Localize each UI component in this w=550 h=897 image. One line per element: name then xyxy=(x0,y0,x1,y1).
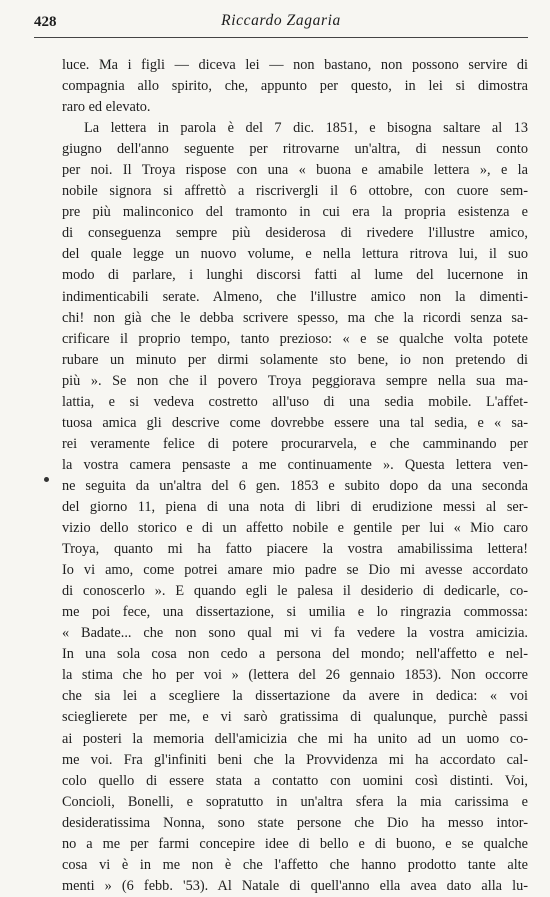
running-title: Riccardo Zagaria xyxy=(221,12,341,29)
text-line: raro ed elevato. xyxy=(62,99,151,116)
text-line: « Badate... che non sono qual mi vi fa vedere la vostra amicizia. xyxy=(62,625,528,642)
text-line: cosa vi è in me non è che l'affetto che hanno prodotto tante alte xyxy=(62,856,528,873)
text-line: compagnia allo spirito, che, appunto per questo, in lei si dimostra xyxy=(62,78,528,95)
text-line: rei veramente felice di potere procurarvela, e che camminando per xyxy=(62,435,528,452)
page-number: 428 xyxy=(34,14,57,30)
text-line: modo di parlare, i lunghi discorsi fatti al lume del lucernone in xyxy=(62,267,528,284)
text-line: menti » (6 febb. '53). Al Natale di quell'anno ella avea dato alla lu- xyxy=(62,877,528,894)
text-line: pre più malinconico del tramonto in cui era la propria esistenza e xyxy=(62,204,528,221)
text-line: no a me per farmi concepire idee di bello e di buono, e se qualche xyxy=(62,835,528,852)
text-line: per noi. Il Troya rispose con una « buona e amabile lettera », e la xyxy=(62,162,528,179)
text-line: chi! non già che le debba scrivere spesso, ma che la ricordi senza sa- xyxy=(62,309,528,326)
text-line: me voi. Fra gl'infiniti beni che la Provvidenza mi ha accordato cal- xyxy=(62,751,528,768)
margin-dot-mark xyxy=(44,477,49,482)
text-line: vizio dello storico e di un affetto nobile e gentile per lui « Mio caro xyxy=(62,520,528,537)
text-line: La lettera in parola è del 7 dic. 1851, e bisogna saltare al 13 xyxy=(84,120,528,137)
text-line: più ». Se non che il povero Troya peggiorava sempre nella sua ma- xyxy=(62,372,528,389)
text-line: giugno dell'anno seguente per ritrovarne un'altra, di nessun conto xyxy=(62,141,528,158)
text-line: colo quello di essere stata a contatto con uomini così distinti. Voi, xyxy=(62,772,528,789)
text-line: Troya, quanto mi ha fatto piacere la vostra amabilissima lettera! xyxy=(62,541,528,558)
text-line: tuosa amica gli descrive come dovrebbe essere una tal sedia, e « sa- xyxy=(62,414,528,431)
text-line: desideratissima Nonna, sono state persone che Dio ha messo intor- xyxy=(62,814,528,831)
body-text xyxy=(62,55,528,897)
text-line: la vostra camera pensaste a me continuamente ». Questa lettera ven- xyxy=(62,456,528,473)
header-rule xyxy=(34,37,528,38)
text-line: nobile signora si affrettò a riscrivergli il 6 ottobre, con cuore sem- xyxy=(62,183,528,200)
text-line: lattia, e si vedeva costretto all'uso di una sedia mobile. L'affet- xyxy=(62,393,528,410)
text-line: rubare un minuto per dirmi solamente sto bene, io non pretendo di xyxy=(62,351,528,368)
text-line: ne seguita da un'altra del 6 gen. 1853 e subito dopo da una seconda xyxy=(62,477,528,494)
text-line: Concioli, Bonelli, e sopratutto in un'altra sfera la mia carissima e xyxy=(62,793,528,810)
text-line: ai posteri la memoria dell'amicizia che mi ha unito ad un uomo co- xyxy=(62,730,528,747)
text-line: che sia lei a scegliere la dissertazione da avere in dedica: « voi xyxy=(62,688,528,705)
text-line: del giorno 11, piena di una nota di libri di erudizione messi al ser- xyxy=(62,498,528,515)
text-line: me poi fece, una dissertazione, si umilia e lo ringrazia commossa: xyxy=(62,604,528,621)
text-line: In una sola cosa non cedo a persona del mondo; nell'affetto e nel- xyxy=(62,646,528,663)
text-line: scieglierete per me, e vi sarò gratissima di qualunque, purchè passi xyxy=(62,709,528,726)
text-line: di conseguenza sempre più desiderosa di rivedere l'illustre amico, xyxy=(62,225,528,242)
text-line: Io vi amo, come potrei amare mio padre se Dio mi avesse accordato xyxy=(62,562,528,579)
text-line: crificare il proprio tempo, tanto prezioso: « e se qualche volta potete xyxy=(62,330,528,347)
text-line: la stima che ho per voi » (lettera del 26 gennaio 1853). Non occorre xyxy=(62,667,528,684)
page-header xyxy=(34,12,528,38)
text-line: luce. Ma i figli — diceva lei — non bastano, non possono servire di xyxy=(62,57,528,73)
text-line: di conoscerlo ». E quando egli le palesa il desiderio di dedicarle, co- xyxy=(62,583,528,600)
text-line: indimenticabili serate. Almeno, che l'illustre amico non la dimenti- xyxy=(62,288,528,305)
text-line: del quale legge un nuovo volume, e nella lettura ritrova lui, il suo xyxy=(62,246,528,263)
